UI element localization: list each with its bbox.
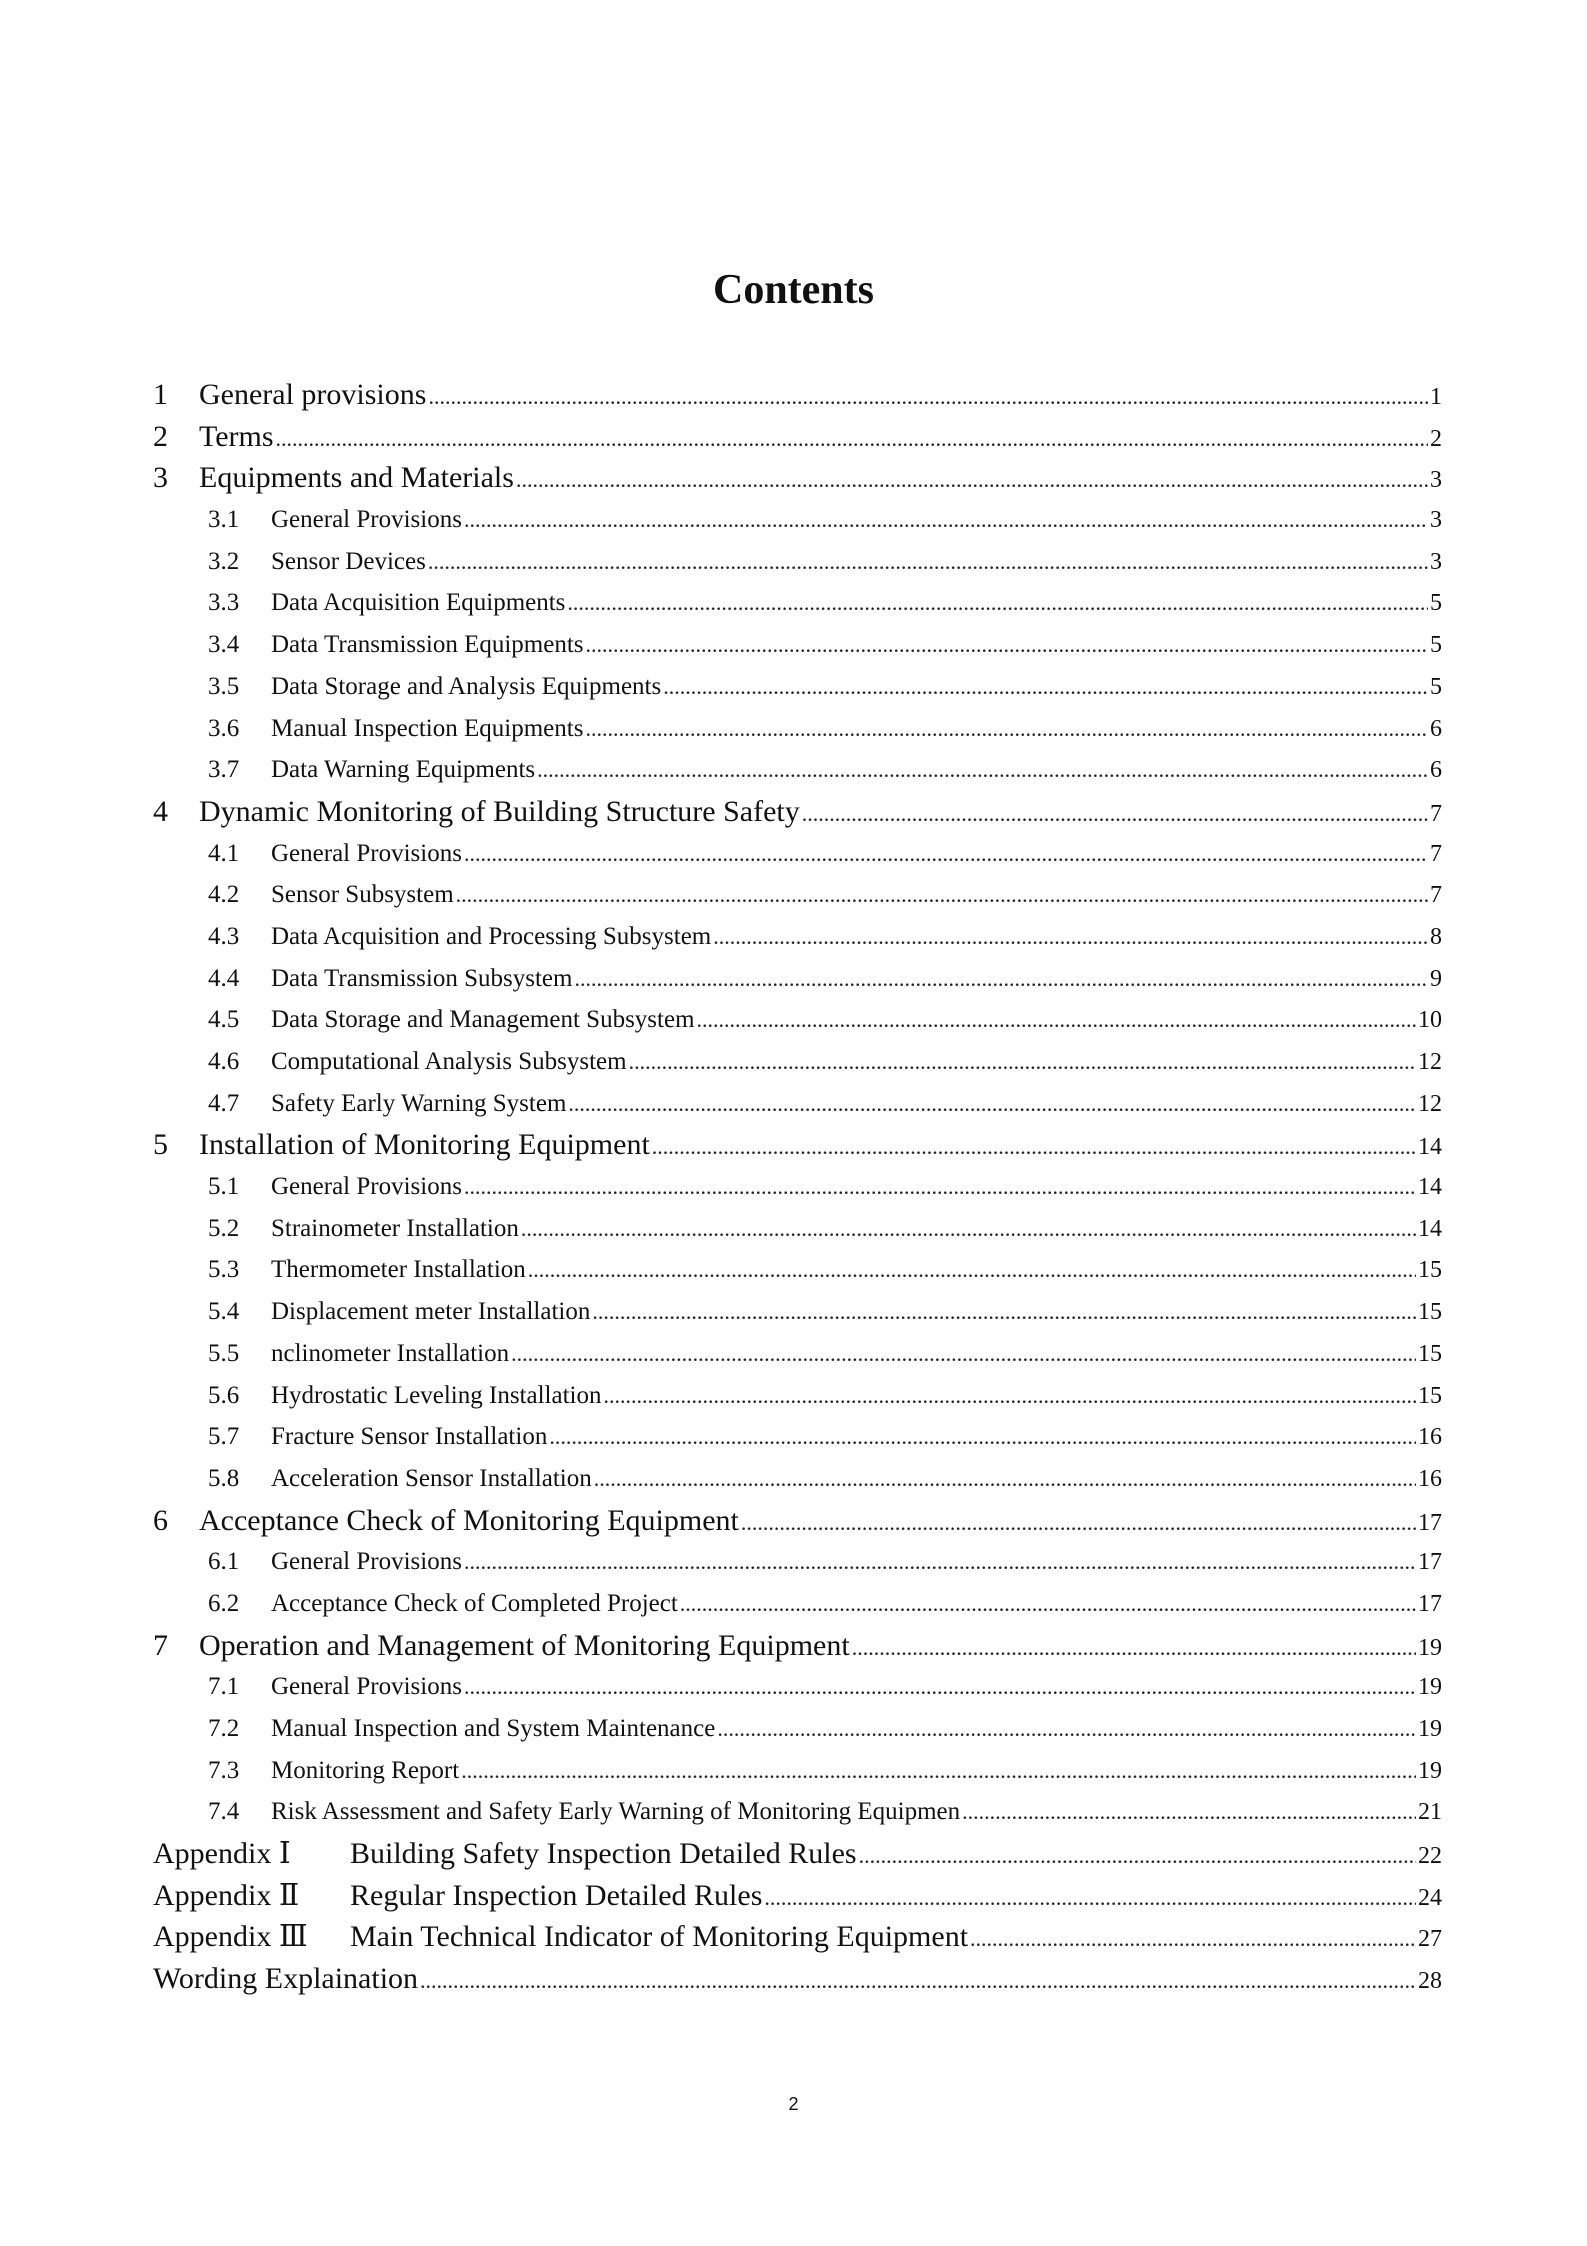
- table-of-contents: [153, 374, 1442, 2000]
- toc-subsection-entry[interactable]: [153, 1458, 1442, 1500]
- toc-entry-title: Manual Inspection Equipments: [271, 714, 584, 742]
- toc-entry-page: 5: [1430, 590, 1442, 617]
- dot-leader: [528, 1249, 1416, 1291]
- toc-entry-title: Acceleration Sensor Installation: [271, 1464, 592, 1492]
- toc-entry-number: 5: [153, 1128, 168, 1162]
- toc-subsection-entry[interactable]: [153, 958, 1442, 1000]
- dot-leader: [741, 1502, 1416, 1544]
- toc-subsection-entry[interactable]: [153, 749, 1442, 791]
- toc-entry-page: 10: [1418, 1007, 1442, 1034]
- toc-entry-number: 7.3: [208, 1756, 240, 1784]
- toc-entry-page: 12: [1418, 1090, 1442, 1117]
- toc-entry-title: Fracture Sensor Installation: [271, 1423, 548, 1451]
- dot-leader: [420, 1960, 1416, 2002]
- toc-entry-page: 3: [1430, 507, 1442, 534]
- dot-leader: [713, 916, 1428, 958]
- toc-entry-title: Strainometer Installation: [271, 1214, 519, 1242]
- toc-entry-page: 22: [1418, 1843, 1442, 1870]
- toc-entry-title: Operation and Management of Monitoring Equipment: [199, 1628, 850, 1662]
- toc-entry-title: Data Acquisition Equipments: [271, 589, 566, 617]
- toc-subsection-entry[interactable]: [153, 582, 1442, 624]
- toc-entry-page: 16: [1418, 1465, 1442, 1492]
- toc-entry-page: 21: [1418, 1799, 1442, 1826]
- toc-entry-title: Dynamic Monitoring of Building Structure Safety: [199, 794, 800, 828]
- toc-entry-page: 15: [1418, 1382, 1442, 1409]
- toc-entry-page: 24: [1418, 1884, 1442, 1911]
- toc-entry-number: 3.3: [208, 589, 240, 617]
- dot-leader: [603, 1375, 1416, 1417]
- toc-entry-number: 4.1: [208, 839, 240, 867]
- dot-leader: [428, 541, 1428, 583]
- dot-leader: [568, 1083, 1416, 1125]
- dot-leader: [962, 1791, 1416, 1833]
- toc-entry-page: 2: [1430, 425, 1442, 452]
- toc-section-entry[interactable]: [153, 1500, 1442, 1542]
- toc-subsection-entry[interactable]: [153, 999, 1442, 1041]
- toc-entry-number: 5.7: [208, 1423, 240, 1451]
- toc-entry-page: 15: [1418, 1257, 1442, 1284]
- dot-leader: [680, 1583, 1416, 1625]
- dot-leader: [428, 376, 1428, 418]
- toc-entry-title: Data Transmission Equipments: [271, 631, 584, 659]
- dot-leader: [521, 1208, 1416, 1250]
- toc-subsection-entry[interactable]: [153, 1333, 1442, 1375]
- toc-entry-page: 19: [1418, 1757, 1442, 1784]
- toc-entry-number: 5.1: [208, 1173, 240, 1201]
- toc-entry-number: 3.1: [208, 506, 240, 534]
- toc-subsection-entry[interactable]: [153, 1083, 1442, 1125]
- toc-entry-page: 27: [1418, 1926, 1442, 1953]
- dot-leader: [567, 582, 1428, 624]
- toc-entry-number: 7.2: [208, 1715, 240, 1742]
- toc-appendix-entry[interactable]: [153, 1875, 1442, 1917]
- dot-leader: [511, 1333, 1416, 1375]
- dot-leader: [859, 1835, 1416, 1877]
- toc-entry-title: Building Safety Inspection Detailed Rules: [350, 1837, 857, 1871]
- toc-subsection-entry[interactable]: [153, 1166, 1442, 1208]
- toc-subsection-entry[interactable]: [153, 833, 1442, 875]
- dot-leader: [717, 1708, 1416, 1750]
- toc-entry-page: 19: [1418, 1674, 1442, 1701]
- toc-entry-number: 4.3: [208, 922, 240, 950]
- toc-entry-number: 3.6: [208, 714, 240, 742]
- toc-entry-title: Sensor Devices: [271, 547, 426, 575]
- toc-entry-page: 12: [1418, 1049, 1442, 1075]
- toc-entry-number: 5.8: [208, 1464, 240, 1492]
- toc-subsection-entry[interactable]: [153, 708, 1442, 750]
- dot-leader: [697, 999, 1416, 1041]
- toc-entry-number: 3.5: [208, 672, 240, 700]
- toc-entry-number: 3.2: [208, 547, 240, 575]
- toc-entry-number: 2: [153, 419, 168, 453]
- dot-leader: [652, 1126, 1416, 1168]
- dot-leader: [464, 1666, 1416, 1708]
- dot-leader: [764, 1877, 1416, 1919]
- toc-entry-title: General Provisions: [271, 506, 462, 534]
- toc-entry-title: Safety Early Warning System: [271, 1089, 567, 1117]
- toc-entry-page: 7: [1430, 840, 1442, 867]
- toc-entry-page: 5: [1430, 673, 1442, 700]
- toc-entry-number: 5.4: [208, 1298, 240, 1326]
- toc-subsection-entry[interactable]: [153, 1583, 1442, 1625]
- toc-subsection-entry[interactable]: [153, 874, 1442, 916]
- dot-leader: [464, 1166, 1416, 1208]
- toc-subsection-entry[interactable]: [153, 1541, 1442, 1583]
- toc-section-entry[interactable]: [153, 457, 1442, 499]
- toc-subsection-entry[interactable]: [153, 1208, 1442, 1250]
- toc-entry-number: 5.3: [208, 1256, 240, 1284]
- toc-section-entry[interactable]: [153, 1124, 1442, 1166]
- toc-entry-title: General provisions: [199, 378, 427, 411]
- dot-leader: [516, 459, 1428, 501]
- toc-subsection-entry[interactable]: [153, 1291, 1442, 1333]
- dot-leader: [852, 1627, 1416, 1669]
- toc-entry-title: Data Warning Equipments: [271, 756, 536, 784]
- toc-entry-title: Computational Analysis Subsystem: [271, 1048, 627, 1075]
- toc-entry-title: Wording Explaination: [153, 1962, 419, 1996]
- toc-entry-title: Acceptance Check of Completed Project: [271, 1589, 678, 1617]
- toc-entry-page: 15: [1418, 1340, 1442, 1367]
- toc-entry-page: 3: [1430, 467, 1442, 494]
- toc-entry-page: 6: [1430, 757, 1442, 784]
- toc-entry-number: 4.4: [208, 964, 240, 992]
- toc-entry-page: 14: [1418, 1134, 1442, 1161]
- toc-entry-number: 7.1: [208, 1673, 240, 1701]
- toc-entry-number: 1: [153, 378, 168, 411]
- toc-subsection-entry[interactable]: [153, 666, 1442, 708]
- toc-entry-number: 6: [153, 1503, 168, 1537]
- toc-section-entry[interactable]: [153, 791, 1442, 833]
- toc-entry-title: General Provisions: [271, 1173, 462, 1201]
- toc-entry-title: General Provisions: [271, 839, 462, 867]
- toc-entry-page: 17: [1418, 1590, 1442, 1617]
- toc-subsection-entry[interactable]: [153, 1249, 1442, 1291]
- toc-entry-page: 15: [1418, 1299, 1442, 1326]
- toc-entry-number: 4.5: [208, 1006, 240, 1034]
- toc-entry-title: Sensor Subsystem: [271, 881, 454, 909]
- toc-subsection-entry[interactable]: [153, 1416, 1442, 1458]
- toc-entry-title: Manual Inspection and System Maintenance: [271, 1715, 716, 1742]
- toc-entry-page: 19: [1418, 1716, 1442, 1742]
- dot-leader: [276, 418, 1428, 460]
- toc-entry-title: Main Technical Indicator of Monitoring Equipment: [350, 1920, 969, 1954]
- toc-entry-number: 4.2: [208, 881, 240, 909]
- toc-entry-title: Thermometer Installation: [271, 1256, 526, 1284]
- toc-entry-number: 5.6: [208, 1381, 240, 1409]
- toc-entry-title: Installation of Monitoring Equipment: [199, 1128, 650, 1162]
- page-title: Contents: [712, 267, 874, 313]
- dot-leader: [549, 1416, 1416, 1458]
- toc-subsection-entry[interactable]: [153, 1791, 1442, 1833]
- toc-entry-title: Regular Inspection Detailed Rules: [350, 1878, 763, 1912]
- toc-entry-page: 14: [1418, 1174, 1442, 1201]
- dot-leader: [464, 833, 1428, 875]
- toc-entry-page: 17: [1418, 1509, 1442, 1536]
- dot-leader: [537, 749, 1428, 791]
- toc-entry-page: 5: [1430, 632, 1442, 659]
- toc-subsection-entry[interactable]: [153, 1375, 1442, 1417]
- toc-entry-number: 6.1: [208, 1548, 240, 1576]
- dot-leader: [456, 874, 1428, 916]
- toc-entry-page: 14: [1418, 1215, 1442, 1242]
- toc-entry-title: Monitoring Report: [271, 1756, 460, 1784]
- toc-entry-title: Terms: [199, 419, 274, 453]
- toc-appendix-entry[interactable]: [153, 1958, 1442, 2000]
- toc-entry-page: 3: [1430, 548, 1442, 575]
- toc-subsection-entry[interactable]: [153, 499, 1442, 541]
- toc-section-entry[interactable]: [153, 416, 1442, 458]
- dot-leader: [574, 958, 1428, 1000]
- dot-leader: [629, 1041, 1416, 1083]
- dot-leader: [586, 624, 1428, 666]
- toc-entry-page: 8: [1430, 923, 1442, 950]
- dot-leader: [802, 793, 1428, 835]
- toc-entry-number: 4.7: [208, 1089, 240, 1117]
- toc-subsection-entry[interactable]: [153, 541, 1442, 583]
- toc-appendix-entry[interactable]: [153, 1833, 1442, 1875]
- toc-entry-number: Appendix Ⅱ: [153, 1878, 300, 1912]
- toc-entry-number: Appendix Ⅰ: [153, 1837, 291, 1871]
- toc-entry-number: 5.5: [208, 1339, 240, 1367]
- toc-entry-title: Data Storage and Management Subsystem: [271, 1006, 695, 1034]
- toc-entry-page: 1: [1430, 384, 1442, 410]
- dot-leader: [663, 666, 1428, 708]
- toc-entry-number: 4.6: [208, 1048, 240, 1075]
- toc-entry-number: 6.2: [208, 1589, 240, 1617]
- toc-entry-page: 28: [1418, 1968, 1442, 1995]
- toc-entry-number: 5.2: [208, 1214, 240, 1242]
- toc-entry-page: 9: [1430, 965, 1442, 992]
- toc-subsection-entry[interactable]: [153, 1041, 1442, 1083]
- toc-subsection-entry[interactable]: [153, 1666, 1442, 1708]
- dot-leader: [592, 1291, 1416, 1333]
- toc-entry-title: Data Storage and Analysis Equipments: [271, 672, 662, 700]
- toc-entry-title: Data Transmission Subsystem: [271, 964, 573, 992]
- toc-subsection-entry[interactable]: [153, 1750, 1442, 1792]
- toc-entry-page: 7: [1430, 800, 1442, 827]
- toc-entry-number: 4: [153, 794, 168, 828]
- dot-leader: [585, 708, 1428, 750]
- toc-subsection-entry[interactable]: [153, 916, 1442, 958]
- toc-entry-title: General Provisions: [271, 1548, 462, 1576]
- toc-entry-number: Appendix Ⅲ: [153, 1920, 308, 1954]
- toc-entry-page: 6: [1430, 715, 1442, 742]
- toc-entry-page: 19: [1418, 1634, 1442, 1661]
- dot-leader: [461, 1750, 1416, 1792]
- dot-leader: [970, 1918, 1416, 1960]
- toc-entry-title: Equipments and Materials: [199, 461, 514, 495]
- toc-appendix-entry[interactable]: [153, 1916, 1442, 1958]
- dot-leader: [464, 499, 1428, 541]
- toc-entry-title: Risk Assessment and Safety Early Warning of Monitoring Equipmen: [271, 1798, 961, 1826]
- toc-entry-title: Hydrostatic Leveling Installation: [271, 1381, 602, 1409]
- toc-section-entry[interactable]: [153, 374, 1442, 416]
- toc-entry-title: Displacement meter Installation: [271, 1298, 591, 1326]
- toc-entry-number: 3.7: [208, 756, 240, 784]
- toc-subsection-entry[interactable]: [153, 1708, 1442, 1750]
- toc-entry-page: 7: [1430, 882, 1442, 909]
- toc-entry-number: 7: [153, 1628, 168, 1662]
- toc-entry-title: General Provisions: [271, 1673, 462, 1701]
- toc-entry-number: 3.4: [208, 631, 240, 659]
- toc-entry-number: 7.4: [208, 1798, 240, 1826]
- toc-section-entry[interactable]: [153, 1625, 1442, 1667]
- toc-entry-page: 17: [1418, 1549, 1442, 1576]
- dot-leader: [594, 1458, 1416, 1500]
- toc-entry-title: Acceptance Check of Monitoring Equipment: [199, 1503, 739, 1537]
- toc-entry-number: 3: [153, 461, 168, 495]
- dot-leader: [464, 1541, 1416, 1583]
- toc-entry-title: nclinometer Installation: [271, 1339, 510, 1367]
- page-number: 2: [788, 2094, 799, 2114]
- toc-subsection-entry[interactable]: [153, 624, 1442, 666]
- toc-entry-page: 16: [1418, 1424, 1442, 1451]
- toc-entry-title: Data Acquisition and Processing Subsystem: [271, 922, 712, 950]
